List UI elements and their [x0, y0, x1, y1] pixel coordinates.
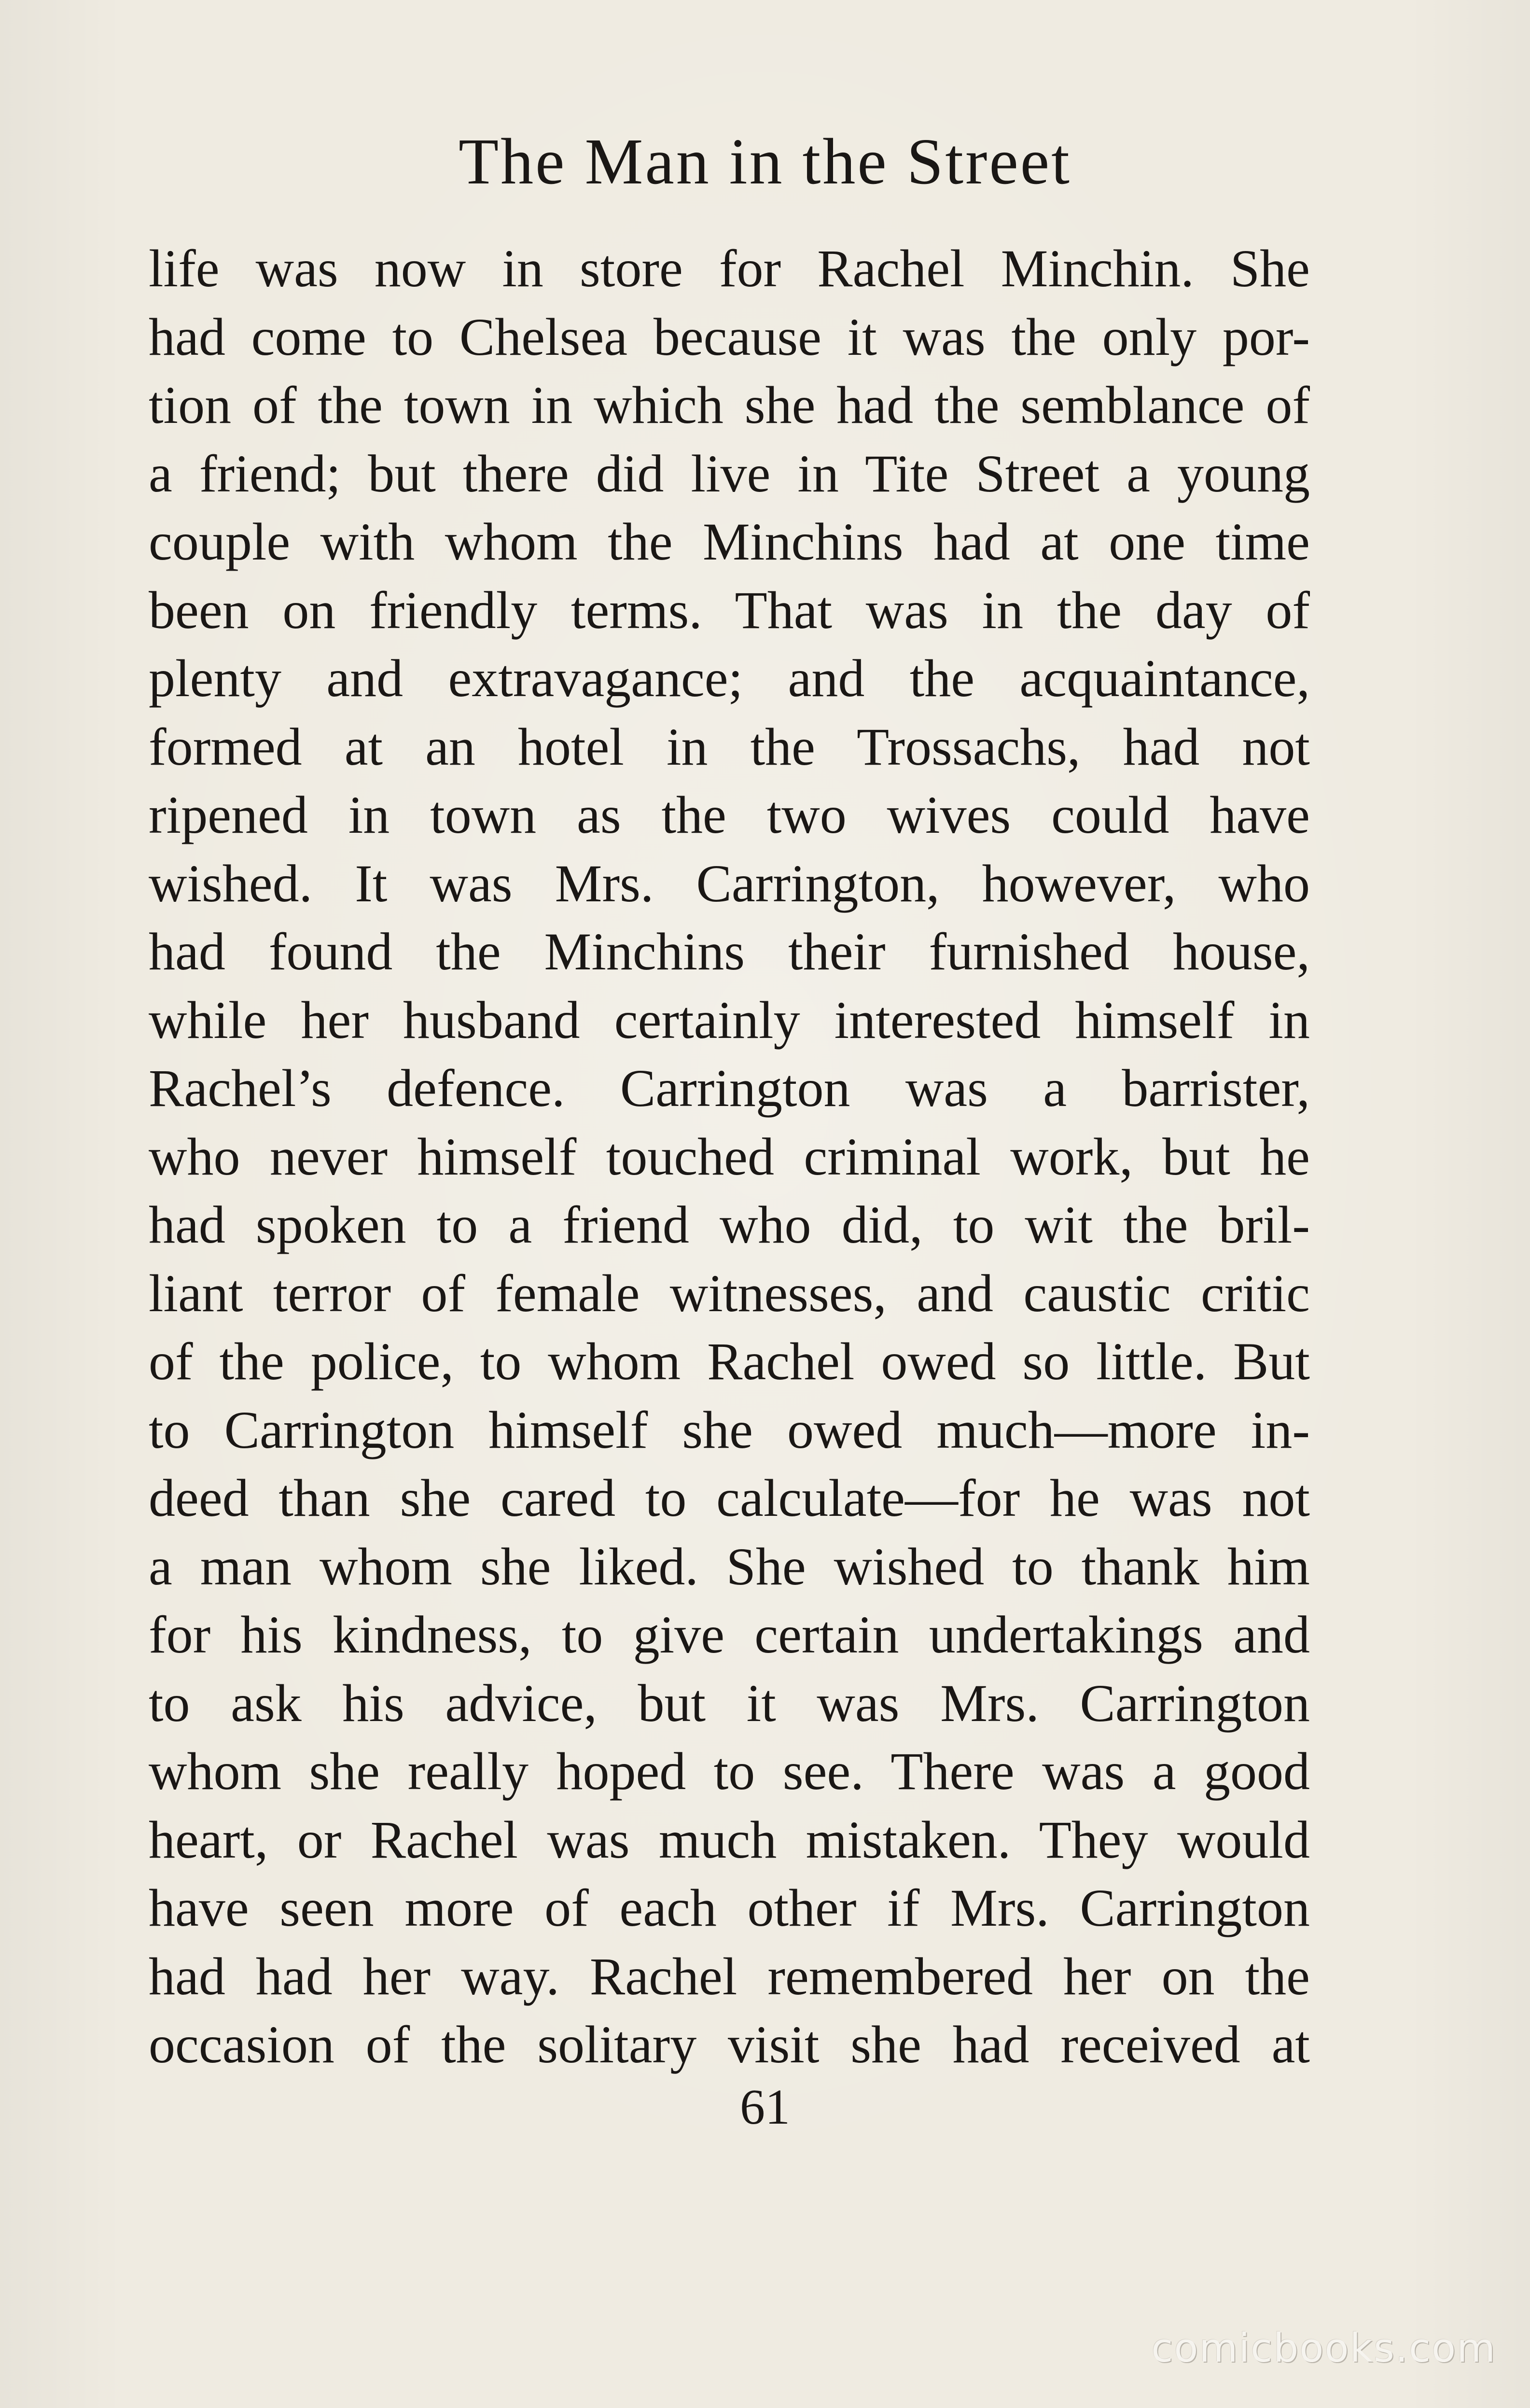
- text-line: couple with whom the Minchins had at one time: [149, 512, 1310, 571]
- text-line: had spoken to a friend who did, to wit the bril-: [149, 1195, 1310, 1254]
- text-line: Rachel’s defence. Carrington was a barrister,: [149, 1059, 1310, 1118]
- body-text: [149, 235, 1310, 2079]
- text-line: who never himself touched criminal work, but he: [149, 1127, 1310, 1186]
- text-line: deed than she cared to calculate—for he was not: [149, 1469, 1310, 1527]
- text-line: formed at an hotel in the Trossachs, had not: [149, 717, 1310, 776]
- text-line: for his kindness, to give certain undertakings and: [149, 1605, 1310, 1664]
- text-line: had come to Chelsea because it was the only por-: [149, 307, 1310, 366]
- text-line: heart, or Rachel was much mistaken. They would: [149, 1810, 1310, 1869]
- text-line: ripened in town as the two wives could have: [149, 785, 1310, 844]
- text-line: had found the Minchins their furnished house,: [149, 922, 1310, 981]
- text-line: liant terror of female witnesses, and caustic critic: [149, 1263, 1310, 1323]
- text-line: a man whom she liked. She wished to thank him: [149, 1537, 1310, 1596]
- text-line: to Carrington himself she owed much—more in-: [149, 1400, 1310, 1459]
- text-line: life was now in store for Rachel Minchin. She: [149, 239, 1310, 298]
- text-line: a friend; but there did live in Tite Street a young: [149, 444, 1310, 503]
- running-head: The Man in the Street: [459, 126, 1071, 198]
- text-line: tion of the town in which she had the semblance of: [149, 376, 1310, 434]
- text-line: of the police, to whom Rachel owed so little. But: [149, 1332, 1310, 1391]
- text-line: been on friendly terms. That was in the day of: [149, 580, 1310, 640]
- text-line: had had her way. Rachel remembered her on the: [149, 1946, 1310, 2006]
- text-line: wished. It was Mrs. Carrington, however, who: [149, 854, 1310, 913]
- text-line: plenty and extravagance; and the acquaintance,: [149, 649, 1310, 708]
- text-line: whom she really hoped to see. There was a good: [149, 1742, 1310, 1801]
- text-line: occasion of the solitary visit she had received at: [149, 2015, 1310, 2074]
- text-line: to ask his advice, but it was Mrs. Carrington: [149, 1673, 1310, 1733]
- watermark: comicbooks.com: [1151, 2325, 1496, 2371]
- text-line: have seen more of each other if Mrs. Carrington: [149, 1878, 1310, 1937]
- page-number: 61: [740, 2079, 790, 2135]
- text-line: while her husband certainly interested himself in: [149, 990, 1310, 1050]
